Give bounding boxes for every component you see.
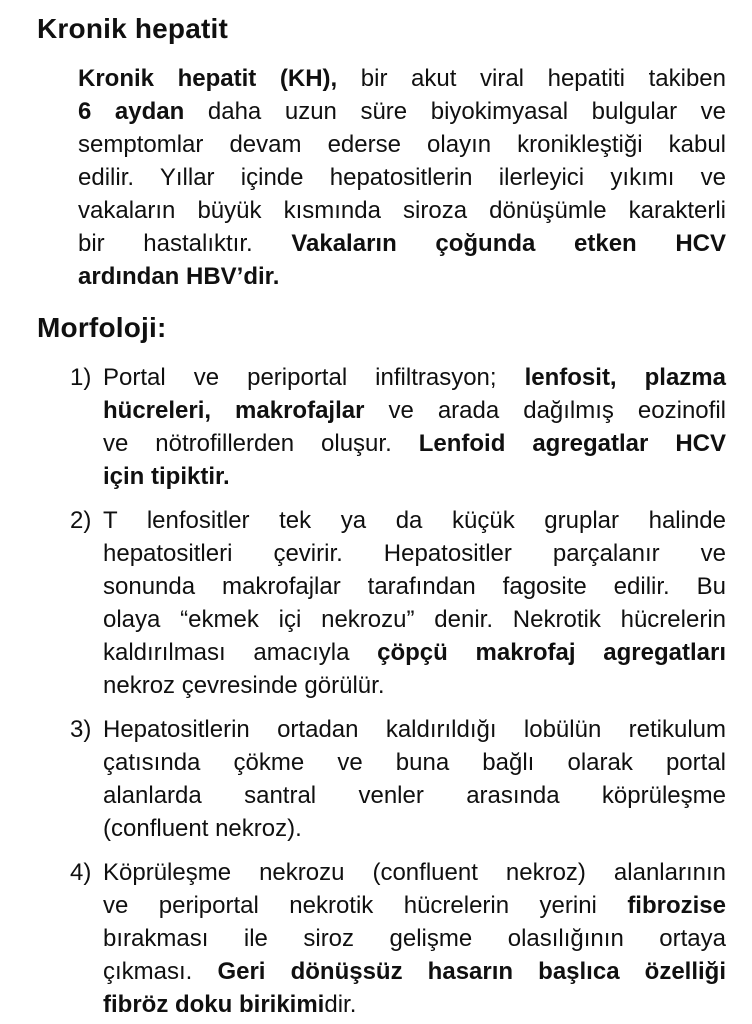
text-line bbox=[103, 427, 726, 460]
bold-text-run: Kronik hepatit (KH), bbox=[78, 65, 338, 92]
text-run: kaldırılması amacıyla bbox=[103, 639, 378, 666]
text-run: bırakması ile siroz gelişme olasılığının ortaya bbox=[103, 925, 726, 952]
text-run: T lenfositler tek ya da küçük gruplar halinde bbox=[103, 507, 726, 534]
text-line bbox=[103, 812, 726, 845]
list-number: 2) bbox=[70, 507, 92, 534]
document-content bbox=[0, 12, 752, 1021]
list-item-text bbox=[103, 504, 726, 702]
bold-text-run: fibröz doku birikimi bbox=[103, 991, 325, 1018]
text-run: ve periportal nekrotik hücrelerin yerini bbox=[103, 892, 628, 919]
text-line bbox=[103, 460, 726, 493]
list-number: 4) bbox=[70, 859, 92, 886]
text-line bbox=[78, 260, 726, 293]
text-line bbox=[78, 95, 726, 128]
bold-text-run: Geri dönüşsüz hasarın başlıca özelliği bbox=[217, 958, 726, 985]
text-line bbox=[103, 537, 726, 570]
section-heading: Morfoloji: bbox=[37, 312, 167, 343]
text-run: ve nötrofillerden oluşur. bbox=[103, 430, 419, 457]
text-run: Köprüleşme nekrozu (confluent nekroz) alanlarının bbox=[103, 859, 726, 886]
bold-text-run: Lenfoid agregatlar HCV bbox=[418, 430, 726, 457]
text-run: çıkması. bbox=[103, 958, 218, 985]
text-run: Hepatositlerin ortadan kaldırıldığı lobülün retikulum bbox=[103, 716, 726, 743]
text-run: bir akut viral hepatiti takiben bbox=[337, 65, 726, 92]
text-line bbox=[78, 128, 726, 161]
text-line bbox=[78, 62, 726, 95]
text-line bbox=[78, 194, 726, 227]
text-line bbox=[103, 713, 726, 746]
bold-text-run: 6 aydan bbox=[78, 98, 185, 125]
list-number: 1) bbox=[70, 364, 92, 391]
text-line bbox=[103, 779, 726, 812]
bold-text-run: lenfosit, plazma bbox=[524, 364, 726, 391]
text-line bbox=[103, 394, 726, 427]
list-item-text bbox=[103, 856, 726, 1021]
text-run: Portal ve periportal infiltrasyon; bbox=[103, 364, 525, 391]
text-run: alanlarda santral venler arasında köprüleşme bbox=[103, 782, 726, 809]
text-line bbox=[78, 227, 726, 260]
paragraph bbox=[78, 62, 726, 293]
list-item bbox=[70, 713, 726, 845]
text-line bbox=[103, 361, 726, 394]
text-run: (confluent nekroz). bbox=[103, 815, 302, 842]
text-run: bir hastalıktır. bbox=[78, 230, 292, 257]
text-run: daha uzun süre biyokimyasal bulgular ve bbox=[184, 98, 726, 125]
text-line bbox=[103, 922, 726, 955]
text-run: dir. bbox=[324, 991, 357, 1018]
text-line bbox=[103, 570, 726, 603]
bold-text-run: hücreleri, makrofajlar bbox=[103, 397, 365, 424]
text-line bbox=[103, 889, 726, 922]
page-title: Kronik hepatit bbox=[37, 13, 229, 44]
text-run: hepatositleri çevirir. Hepatositler parçalanır ve bbox=[103, 540, 726, 567]
text-line bbox=[103, 988, 726, 1021]
text-run: vakaların büyük kısmında siroza dönüşümle karakterli bbox=[78, 197, 726, 224]
bold-text-run: ardından HBV’dir. bbox=[78, 263, 280, 290]
text-run: edilir. Yıllar içinde hepatositlerin ilerleyici yıkımı ve bbox=[78, 164, 726, 191]
text-run: semptomlar devam ederse olayın kronikleştiği kabul bbox=[78, 131, 726, 158]
text-run: olaya “ekmek içi nekrozu” denir. Nekrotik hücrelerin bbox=[103, 606, 726, 633]
text-line bbox=[103, 669, 726, 702]
text-run: nekroz çevresinde görülür. bbox=[103, 672, 385, 699]
bold-text-run: çöpçü makrofaj agregatları bbox=[377, 639, 726, 666]
list-item-text bbox=[103, 361, 726, 493]
list-number: 3) bbox=[70, 716, 92, 743]
list-item bbox=[70, 504, 726, 702]
text-run: ve arada dağılmış eozinofil bbox=[364, 397, 726, 424]
bold-text-run: Vakaların çoğunda etken HCV bbox=[291, 230, 727, 257]
text-line bbox=[103, 636, 726, 669]
text-run: sonunda makrofajlar tarafından fagosite edilir. Bu bbox=[103, 573, 726, 600]
list-item bbox=[70, 856, 726, 1021]
list-item bbox=[70, 361, 726, 493]
bold-text-run: için tipiktir. bbox=[103, 463, 230, 490]
list-item-text bbox=[103, 713, 726, 845]
text-line bbox=[78, 161, 726, 194]
text-line bbox=[103, 746, 726, 779]
text-line bbox=[103, 603, 726, 636]
text-line bbox=[103, 856, 726, 889]
text-run: çatısında çökme ve buna bağlı olarak portal bbox=[103, 749, 726, 776]
text-line bbox=[103, 955, 726, 988]
bold-text-run: fibrozise bbox=[627, 892, 726, 919]
text-line bbox=[103, 504, 726, 537]
